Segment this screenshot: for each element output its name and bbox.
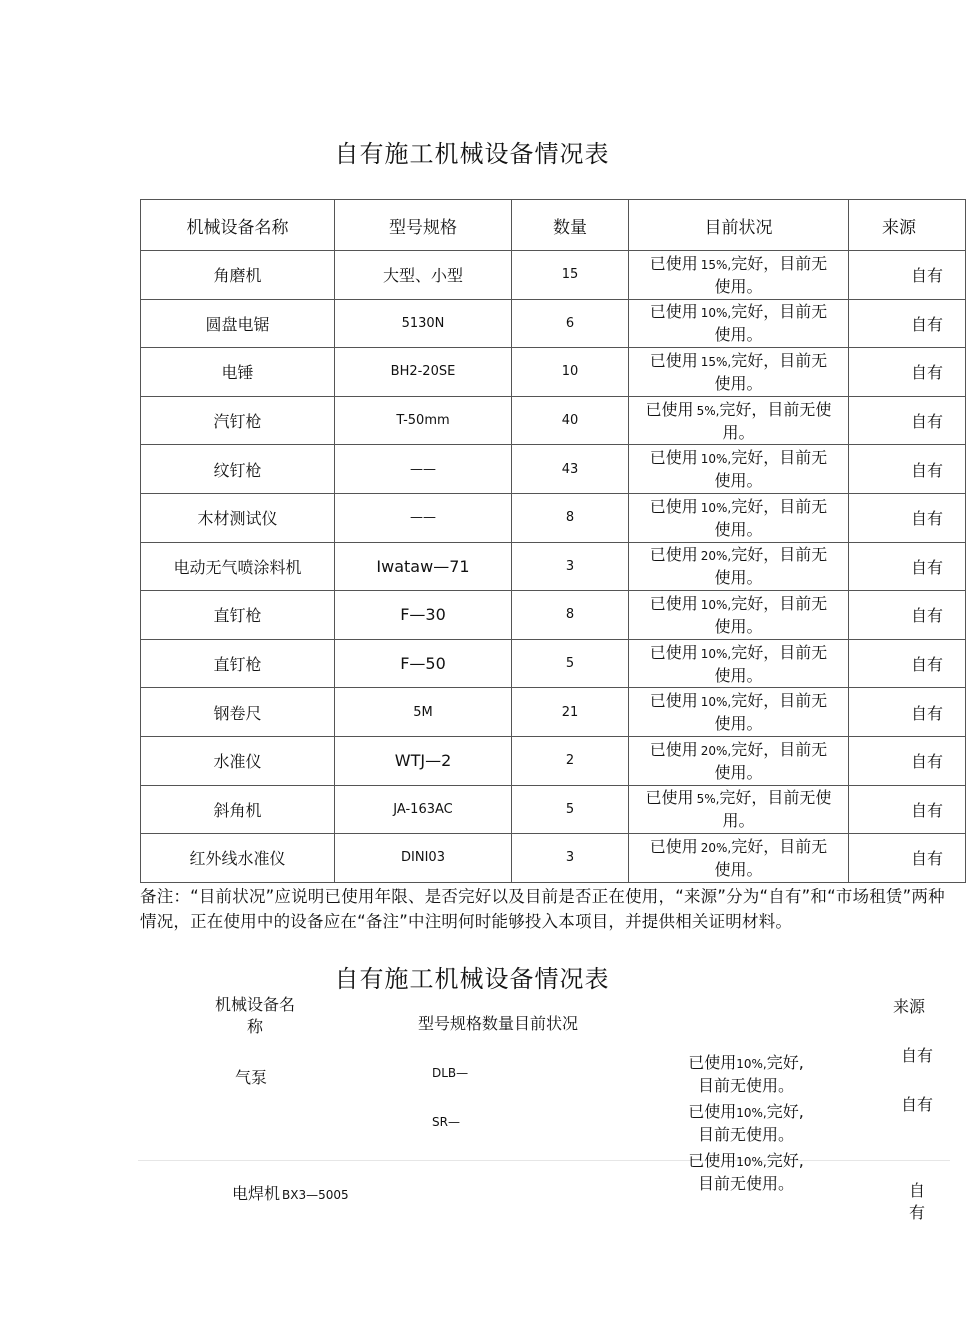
page2-row2-status-c: 目前无使用。 bbox=[697, 1125, 794, 1144]
equipment-model: WTJ—2 bbox=[335, 736, 512, 785]
status-percent: 20%, bbox=[700, 743, 732, 758]
equipment-quantity: 3 bbox=[512, 834, 629, 883]
equipment-quantity: 15 bbox=[512, 251, 629, 300]
remark-note: 备注：“目前状况”应说明已使用年限、是否完好以及目前是否正在使用，“来源”分为“自有”和“市场租赁”两种情况，正在使用中的设备应在“备注”中注明何时能够投入本项目，并提供相关证明材料。 bbox=[140, 887, 945, 931]
equipment-model: 5M bbox=[335, 688, 512, 737]
equipment-model: —— bbox=[335, 493, 512, 542]
table-row bbox=[141, 785, 966, 834]
equipment-name: 角磨机 bbox=[141, 251, 335, 300]
equipment-quantity: 8 bbox=[512, 591, 629, 640]
equipment-quantity: 3 bbox=[512, 542, 629, 591]
page2-row2-status-pct: 10%, bbox=[736, 1106, 767, 1120]
page2-row2-status-a: 已使用 bbox=[688, 1102, 737, 1121]
equipment-name: 水准仪 bbox=[141, 736, 335, 785]
page2-row2-source-text: 自有 bbox=[901, 1095, 934, 1114]
page2-row3-status-a: 已使用 bbox=[688, 1151, 737, 1170]
page2-row3-model: BX3—5005 bbox=[282, 1188, 349, 1202]
equipment-name: 电动无气喷涂料机 bbox=[141, 542, 335, 591]
equipment-quantity: 2 bbox=[512, 736, 629, 785]
status-text-c: 使用。 bbox=[714, 325, 763, 345]
page2-row3-source-line1: 自 bbox=[909, 1181, 926, 1200]
status-text-a: 已使用 bbox=[649, 496, 698, 516]
equipment-name: 直钉枪 bbox=[141, 639, 335, 688]
equipment-quantity: 5 bbox=[512, 785, 629, 834]
status-text-c: 使用。 bbox=[714, 665, 763, 685]
status-text-a: 已使用 bbox=[645, 788, 694, 808]
page2-row1-name: 气泵 bbox=[235, 1068, 268, 1087]
equipment-table bbox=[140, 199, 966, 883]
page2-row3-name: 电焊机 bbox=[232, 1184, 281, 1203]
status-percent: 10%, bbox=[700, 597, 732, 612]
table-row bbox=[141, 493, 966, 542]
equipment-name: 电锤 bbox=[141, 348, 335, 397]
status-text-b: 完好，目前无 bbox=[731, 836, 828, 856]
status-text-a: 已使用 bbox=[649, 545, 698, 565]
equipment-status bbox=[629, 348, 849, 397]
page2-header-middle-text: 型号规格数量目前状况 bbox=[418, 1014, 579, 1033]
equipment-quantity: 6 bbox=[512, 299, 629, 348]
page2-row1-status-a: 已使用 bbox=[688, 1053, 737, 1072]
page2-row1-source: 自有 bbox=[901, 1046, 934, 1065]
equipment-name: 木材测试仪 bbox=[141, 493, 335, 542]
equipment-status bbox=[629, 591, 849, 640]
equipment-model: JA-163AC bbox=[335, 785, 512, 834]
equipment-status bbox=[629, 396, 849, 445]
equipment-source: 自有 bbox=[849, 299, 966, 348]
table-row bbox=[141, 396, 966, 445]
table-header-row bbox=[141, 200, 966, 251]
page2-row3-source-line2: 有 bbox=[909, 1203, 926, 1222]
equipment-status bbox=[629, 445, 849, 494]
status-percent: 10%, bbox=[700, 695, 732, 710]
page2-row2-source bbox=[901, 1094, 934, 1114]
status-percent: 15%, bbox=[700, 354, 732, 369]
equipment-source: 自有 bbox=[849, 542, 966, 591]
page2-row1-status-c: 目前无使用。 bbox=[697, 1076, 794, 1095]
status-text-a: 已使用 bbox=[649, 836, 698, 856]
status-text-c: 使用。 bbox=[714, 568, 763, 588]
equipment-source: 自有 bbox=[849, 639, 966, 688]
equipment-status bbox=[629, 688, 849, 737]
status-text-b: 完好，目前无 bbox=[731, 545, 828, 565]
page2-row2-model: SR— bbox=[432, 1115, 460, 1129]
equipment-source: 自有 bbox=[849, 251, 966, 300]
status-percent: 10%, bbox=[700, 500, 732, 515]
equipment-name: 直钉枪 bbox=[141, 591, 335, 640]
status-text-b: 完好，目前无 bbox=[731, 496, 828, 516]
status-text-c: 使用。 bbox=[714, 714, 763, 734]
equipment-name: 钢卷尺 bbox=[141, 688, 335, 737]
status-text-b: 完好，目前无使 bbox=[719, 788, 832, 808]
equipment-model: T-50mm bbox=[335, 396, 512, 445]
status-percent: 10%, bbox=[700, 306, 732, 321]
table-row bbox=[141, 834, 966, 883]
table-row bbox=[141, 445, 966, 494]
equipment-source: 自有 bbox=[849, 591, 966, 640]
status-text-b: 完好，目前无 bbox=[731, 739, 828, 759]
status-text-b: 完好，目前无 bbox=[731, 350, 828, 370]
equipment-source: 自有 bbox=[849, 396, 966, 445]
equipment-name: 汽钉枪 bbox=[141, 396, 335, 445]
page2-row2-status-b: 完好, bbox=[766, 1102, 804, 1121]
page2-header-source: 来源 bbox=[893, 997, 926, 1016]
equipment-status bbox=[629, 251, 849, 300]
table-row bbox=[141, 299, 966, 348]
equipment-source: 自有 bbox=[849, 493, 966, 542]
status-text-a: 已使用 bbox=[649, 691, 698, 711]
status-text-a: 已使用 bbox=[649, 350, 698, 370]
equipment-source: 自有 bbox=[849, 834, 966, 883]
header-source: 来源 bbox=[849, 200, 966, 251]
table-row bbox=[141, 688, 966, 737]
table-row bbox=[141, 591, 966, 640]
page2-row3-status bbox=[686, 1150, 806, 1193]
status-text-b: 完好，目前无 bbox=[731, 593, 828, 613]
equipment-name: 圆盘电锯 bbox=[141, 299, 335, 348]
page2-header-name-line2: 称 bbox=[246, 1017, 263, 1036]
status-text-b: 完好，目前无 bbox=[731, 253, 828, 273]
status-text-b: 完好，目前无 bbox=[731, 448, 828, 468]
page2-row1-model: DLB— bbox=[432, 1066, 469, 1080]
table-row bbox=[141, 348, 966, 397]
faint-divider bbox=[138, 1160, 950, 1161]
page2-row3-status-c: 目前无使用。 bbox=[697, 1174, 794, 1193]
equipment-source: 自有 bbox=[849, 785, 966, 834]
equipment-quantity: 21 bbox=[512, 688, 629, 737]
status-percent: 5%, bbox=[696, 403, 720, 418]
equipment-quantity: 10 bbox=[512, 348, 629, 397]
equipment-source: 自有 bbox=[849, 736, 966, 785]
page-title: 自有施工机械设备情况表 bbox=[334, 140, 610, 168]
status-text-c: 使用。 bbox=[714, 762, 763, 782]
equipment-quantity: 40 bbox=[512, 396, 629, 445]
equipment-status bbox=[629, 542, 849, 591]
header-name: 机械设备名称 bbox=[141, 200, 335, 251]
page2-header-middle bbox=[418, 1013, 618, 1033]
equipment-model: 大型、小型 bbox=[335, 251, 512, 300]
page2-row1-status-pct: 10%, bbox=[736, 1057, 767, 1071]
equipment-source: 自有 bbox=[849, 348, 966, 397]
status-text-c: 使用。 bbox=[714, 616, 763, 636]
header-status: 目前状况 bbox=[629, 200, 849, 251]
page2-row1-status-b: 完好, bbox=[766, 1053, 804, 1072]
equipment-status bbox=[629, 639, 849, 688]
equipment-status bbox=[629, 299, 849, 348]
status-percent: 20%, bbox=[700, 840, 732, 855]
status-text-a: 已使用 bbox=[649, 739, 698, 759]
status-text-a: 已使用 bbox=[649, 253, 698, 273]
equipment-source: 自有 bbox=[849, 445, 966, 494]
status-percent: 20%, bbox=[700, 549, 732, 564]
equipment-model: BH2-20SE bbox=[335, 348, 512, 397]
status-text-c: 使用。 bbox=[714, 859, 763, 879]
equipment-model: —— bbox=[335, 445, 512, 494]
status-text-a: 已使用 bbox=[649, 302, 698, 322]
status-text-b: 完好，目前无使 bbox=[719, 399, 832, 419]
equipment-status bbox=[629, 834, 849, 883]
page2-row3-status-pct: 10%, bbox=[736, 1155, 767, 1169]
page-title-2: 自有施工机械设备情况表 bbox=[334, 965, 610, 993]
equipment-quantity: 5 bbox=[512, 639, 629, 688]
status-text-c: 用。 bbox=[722, 422, 755, 442]
page2-row3-source bbox=[909, 1180, 925, 1224]
status-text-c: 用。 bbox=[722, 811, 755, 831]
equipment-model: DINI03 bbox=[335, 834, 512, 883]
equipment-status bbox=[629, 736, 849, 785]
page2-row1-status bbox=[686, 1052, 806, 1096]
status-text-c: 使用。 bbox=[714, 276, 763, 296]
table-row bbox=[141, 639, 966, 688]
equipment-quantity: 8 bbox=[512, 493, 629, 542]
equipment-model: F—50 bbox=[335, 639, 512, 688]
status-text-c: 使用。 bbox=[714, 471, 763, 491]
status-percent: 10%, bbox=[700, 452, 732, 467]
header-quantity: 数量 bbox=[512, 200, 629, 251]
equipment-status bbox=[629, 493, 849, 542]
status-text-a: 已使用 bbox=[645, 399, 694, 419]
table-row bbox=[141, 736, 966, 785]
status-text-a: 已使用 bbox=[649, 448, 698, 468]
equipment-name: 纹钉枪 bbox=[141, 445, 335, 494]
equipment-model: F—30 bbox=[335, 591, 512, 640]
status-text-c: 使用。 bbox=[714, 373, 763, 393]
status-percent: 10%, bbox=[700, 646, 732, 661]
equipment-quantity: 43 bbox=[512, 445, 629, 494]
status-percent: 15%, bbox=[700, 257, 732, 272]
equipment-source: 自有 bbox=[849, 688, 966, 737]
equipment-name: 斜角机 bbox=[141, 785, 335, 834]
page2-header-name-line1: 机械设备名 bbox=[214, 995, 295, 1014]
status-text-b: 完好，目前无 bbox=[731, 691, 828, 711]
page2-row2-status bbox=[686, 1101, 806, 1145]
page2-header-name bbox=[205, 994, 305, 1038]
status-percent: 5%, bbox=[696, 792, 720, 807]
table-row bbox=[141, 542, 966, 591]
page2-row3-status-b: 完好, bbox=[766, 1151, 804, 1170]
status-text-b: 完好，目前无 bbox=[731, 642, 828, 662]
equipment-model: Iwataw—71 bbox=[335, 542, 512, 591]
status-text-b: 完好，目前无 bbox=[731, 302, 828, 322]
header-model: 型号规格 bbox=[335, 200, 512, 251]
page2-row3-name-model bbox=[232, 1181, 349, 1204]
equipment-model: 5130N bbox=[335, 299, 512, 348]
status-text-c: 使用。 bbox=[714, 519, 763, 539]
table-row bbox=[141, 251, 966, 300]
equipment-name: 红外线水准仪 bbox=[141, 834, 335, 883]
equipment-status bbox=[629, 785, 849, 834]
status-text-a: 已使用 bbox=[649, 593, 698, 613]
status-text-a: 已使用 bbox=[649, 642, 698, 662]
